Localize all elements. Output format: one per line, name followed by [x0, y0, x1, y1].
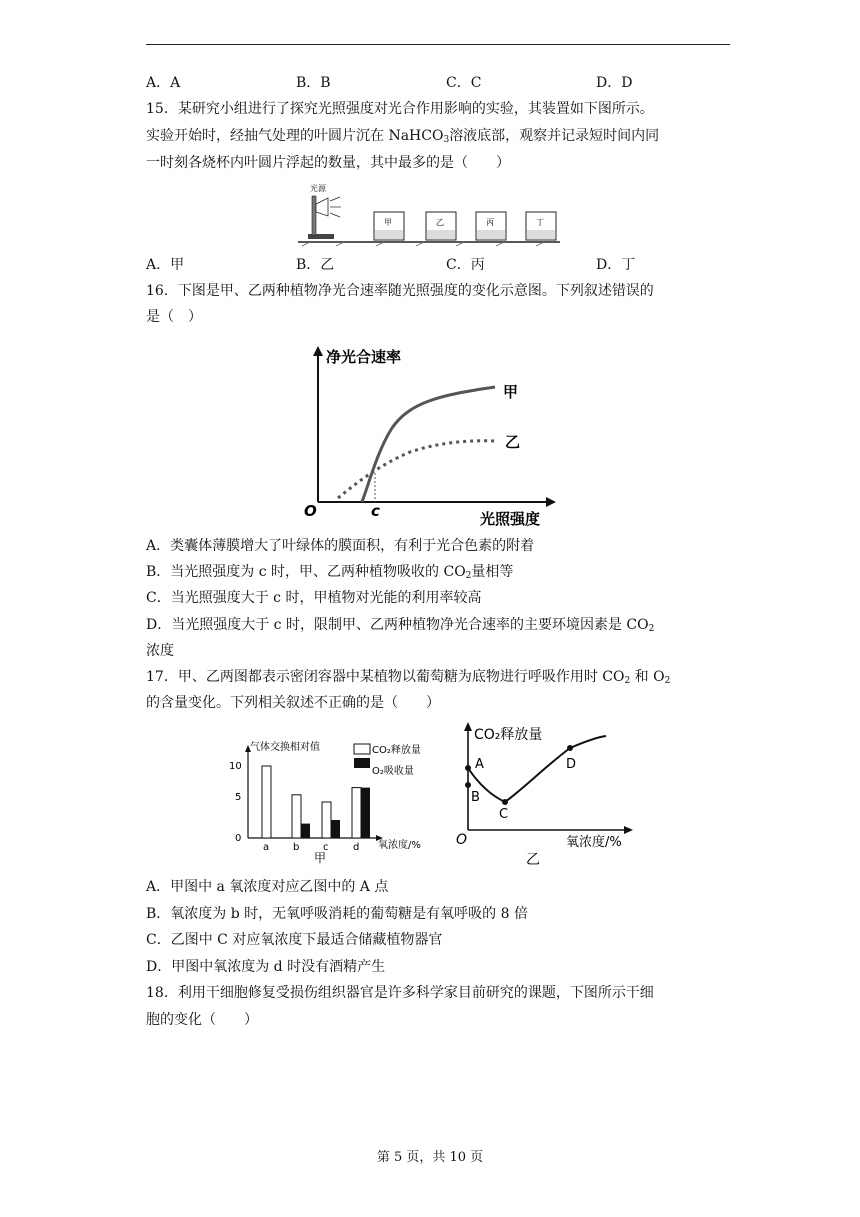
q16-net-photosynthesis-chart: [300, 340, 570, 532]
q16-x-axis-label: 光照强度: [480, 510, 541, 528]
q17-yi-point-c: [502, 799, 508, 805]
beaker-ding: [526, 212, 556, 240]
q17-option-d[interactable]: D．甲图中氧浓度为 d 时没有酒精产生: [146, 959, 386, 975]
q18-stem-line1: 18．利用干细胞修复受损伤组织器官是许多科学家目前研究的课题，下图所示干细: [146, 985, 654, 1001]
q15-option-b[interactable]: B．乙: [296, 257, 335, 273]
q14-option-b[interactable]: B．B: [296, 75, 331, 91]
q17-yi-x-label: 氧浓度/%: [566, 835, 622, 850]
q17-jia-x-tick-d: d: [353, 842, 360, 853]
q17-stem-line2: 的含量变化。下列相关叙述不正确的是（ ）: [146, 695, 440, 711]
q14-options: [146, 73, 746, 93]
q17-jia-legend-swatch-co2: [354, 744, 370, 754]
q17-jia-bar-co2-c: [322, 802, 331, 838]
q17-jia-y-label: 气体交换相对值: [250, 742, 320, 753]
q17-yi-point-a: [465, 765, 471, 771]
q16-stem-line2: 是（ ）: [146, 309, 202, 325]
q15-option-d[interactable]: D．丁: [596, 257, 636, 273]
q17-jia-ytick-5: 5: [235, 792, 242, 803]
q18-stem-line2: 胞的变化（ ）: [146, 1012, 258, 1028]
q16-curve-jia: [362, 387, 495, 502]
q16-option-b[interactable]: B．当光照强度为 c 时，甲、乙两种植物吸收的 $CO_2$量相等: [146, 564, 514, 581]
q16-label-jia: 甲: [503, 383, 519, 401]
q16-y-axis-label: 净光合速率: [326, 348, 402, 366]
q17-stem-line1: 17．甲、乙两图都表示密闭容器中某植物以葡萄糖为底物进行呼吸作用时 $CO_2$ 和 $O_2$: [146, 669, 671, 686]
q17-jia-x-tick-c: c: [323, 842, 329, 853]
q17-yi-point-b: [465, 782, 471, 788]
light-source-lamp: [308, 183, 341, 239]
q17-jia-bar-o2-d: [361, 788, 370, 838]
q17-jia-bar-o2-b: [301, 824, 310, 838]
page-footer: 第 5 页，共 10 页: [376, 1150, 484, 1165]
q15-option-c[interactable]: C．丙: [446, 257, 485, 273]
q17-jia-bar-co2-d: [352, 788, 361, 838]
svg-text:丁: 丁: [536, 218, 544, 227]
q17-jia-legend-o2: O₂吸收量: [372, 766, 414, 777]
q17-chart-jia: [226, 736, 442, 870]
q17-jia-bar-o2-c: [331, 820, 340, 838]
q17-option-c[interactable]: C．乙图中 C 对应氧浓度下最适合储藏植物器官: [146, 932, 443, 948]
q17-chart-yi: [454, 718, 640, 870]
q17-yi-caption: 乙: [526, 852, 540, 868]
q17-option-a[interactable]: A．甲图中 a 氧浓度对应乙图中的 A 点: [146, 879, 389, 895]
svg-text:丙: 丙: [486, 218, 494, 227]
q17-yi-label-c: C: [499, 807, 509, 822]
beaker-bing: [476, 212, 506, 240]
q17-yi-y-label: CO₂释放量: [474, 727, 543, 743]
q17-jia-ytick-0: 0: [235, 833, 242, 844]
q15-options: [146, 255, 746, 275]
q16-label-yi: 乙: [505, 433, 521, 451]
q16-origin-label: O: [304, 502, 317, 520]
q17-jia-bars: [262, 766, 370, 853]
q17-jia-bar-co2-b: [292, 795, 301, 838]
q17-jia-x-tick-a: a: [263, 842, 270, 853]
svg-text:甲: 甲: [384, 218, 392, 227]
q15-stem-line1: 15．某研究小组进行了探究光照强度对光合作用影响的实验，其装置如下图所示。: [146, 101, 654, 117]
q16-stem-line1: 16．下图是甲、乙两种植物净光合速率随光照强度的变化示意图。下列叙述错误的: [146, 283, 654, 299]
q14-option-a[interactable]: A．A: [146, 75, 181, 91]
q17-jia-bar-co2-a: [262, 766, 271, 838]
beaker-jia: [374, 212, 404, 240]
q17-jia-legend-swatch-o2: [354, 758, 370, 768]
q15-stem-line3: 一时刻各烧杯内叶圆片浮起的数量，其中最多的是（ ）: [146, 155, 510, 171]
q16-curve-yi: [338, 441, 495, 498]
header-rule: [146, 44, 730, 45]
q15-stem-line2: 实验开始时，经抽气处理的叶圆片沉在 NaHCO$_3$溶液底部，观察并记录短时间内同: [146, 128, 660, 145]
q17-yi-point-d: [567, 745, 573, 751]
q17-yi-label-b: B: [471, 790, 480, 805]
q14-option-c[interactable]: C．C: [446, 75, 482, 91]
q17-jia-ytick-10: 10: [229, 761, 242, 772]
q17-yi-label-a: A: [475, 757, 484, 772]
q17-yi-origin: O: [456, 832, 468, 848]
q17-jia-caption: 甲: [314, 851, 327, 865]
light-source-label: 光源: [310, 184, 326, 193]
q17-jia-legend-co2: CO₂释放量: [372, 745, 421, 756]
q16-option-a[interactable]: A．类囊体薄膜增大了叶绿体的膜面积，有利于光合色素的附着: [146, 538, 535, 554]
q16-c-label: c: [371, 502, 380, 520]
q14-option-d[interactable]: D．D: [596, 75, 633, 91]
q15-option-a[interactable]: A．甲: [146, 257, 185, 273]
q17-yi-label-d: D: [566, 757, 577, 772]
q16-option-d[interactable]: D．当光照强度大于 c 时，限制甲、乙两种植物净光合速率的主要环境因素是 $CO_2$: [146, 617, 655, 634]
beaker-yi: [426, 212, 456, 240]
q17-jia-x-tick-b: b: [293, 842, 300, 853]
q16-option-d-continued: 浓度: [146, 643, 174, 659]
svg-text:乙: 乙: [436, 218, 444, 227]
q15-apparatus-figure: [296, 182, 562, 248]
q17-jia-x-label: 氧浓度/%: [378, 840, 421, 851]
q17-option-b[interactable]: B．氧浓度为 b 时，无氧呼吸消耗的葡萄糖是有氧呼吸的 8 倍: [146, 906, 528, 922]
q16-option-c[interactable]: C．当光照强度大于 c 时，甲植物对光能的利用率较高: [146, 590, 482, 606]
q17-yi-curve: [468, 736, 606, 802]
